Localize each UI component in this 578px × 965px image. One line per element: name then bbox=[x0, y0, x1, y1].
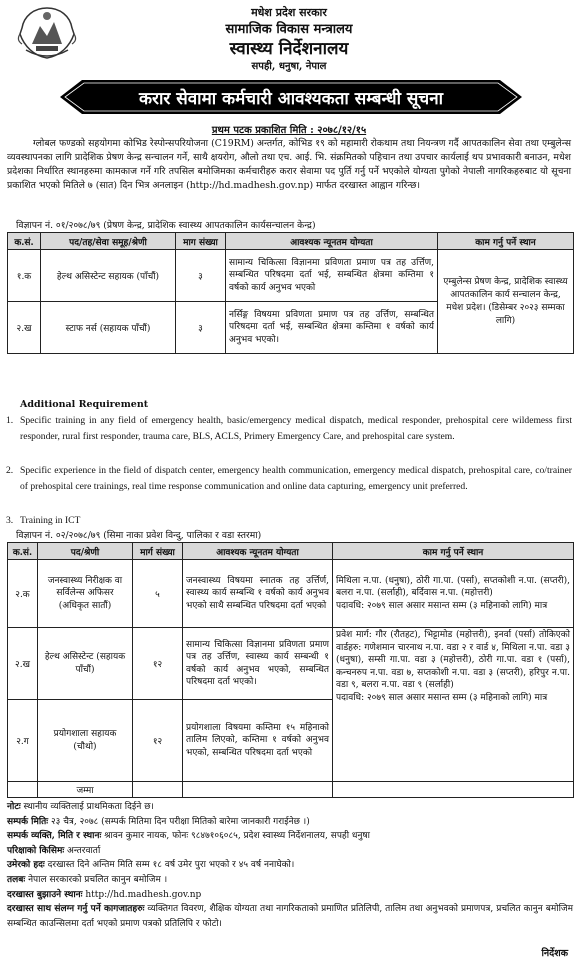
location-period: पदावधि: २०७९ साल असार मसान्त सम्म (३ महिनाको लागि) मात्र bbox=[336, 692, 548, 703]
row-location: एम्बुलेन्स प्रेषण केन्द्र, प्रादेशिक स्वास्थ्य आपतकालिन कार्य सन्चालन केन्द्र, मधेश प्रदेश। (डिसेम्बर २०२३ सम्मका लागि) bbox=[438, 250, 574, 354]
header-ministry: सामाजिक विकास मन्त्रालय bbox=[225, 22, 353, 37]
requirement-item bbox=[6, 413, 572, 444]
requirement-text: Specific experience in the field of dispatch center, emergency health communication, emergency medical dispatch, prehospital care, co/trainer of prehospital cere trainings, real time response communication and online data capturing, emergency unit preferred. bbox=[20, 465, 572, 492]
row-qualification: सामान्य चिकित्सा विज्ञानमा प्रविणता प्रमाण पत्र तह उर्त्तिण, सम्बन्धित परिषदमा दर्ता भई, सम्बन्धित क्षेत्रमा कम्तिमा १ वर्षको कार्य अनुभव भएको bbox=[226, 250, 438, 302]
requirement-number: 3. bbox=[6, 515, 14, 526]
table-header-row bbox=[8, 543, 574, 560]
row-sn: २.ग bbox=[8, 700, 38, 782]
table-row bbox=[8, 628, 574, 700]
row-post: प्रयोगशाला सहायक (चौथो) bbox=[38, 700, 133, 782]
col-header-qualification: आवश्यक न्यूनतम योग्यता bbox=[183, 543, 333, 560]
header-directorate: स्वास्थ्य निर्देशनालय bbox=[229, 39, 349, 59]
additional-requirement-title: Additional Requirement bbox=[20, 399, 149, 410]
requirement-item bbox=[6, 463, 572, 494]
row-count: ३ bbox=[176, 250, 226, 302]
location-text: प्रवेश मार्ग: गौर (रौतहट), भिट्टामोड (महोत्तरी), इनर्वा (पर्सा) तोकिएको वार्डहरु: गणेशमान चारनाथ न.पा. वडा २ र वार्ड ४, मिथिला न.पा. वडा ३ (धनुषा), सम्सी गा.पा. वडा ३ (महोत्तरी), ठोरी गा.पा. वडा १ (पर्सा), कन्चनरुप न.पा. वडा ७, सप्तकोशी न.पा. वडा ३ (सप्तरी), हरिपुर न.पा. वडा ९, बलरा न.पा. वडा ९ (सर्लाही) bbox=[336, 630, 570, 690]
col-header-location: काम गर्नु पर्ने स्थान bbox=[333, 543, 574, 560]
col-header-count: मार्ग संख्या bbox=[133, 543, 183, 560]
note-line: परिक्षाको किसिमः अन्तरवार्ता bbox=[7, 845, 101, 856]
row-post: हेल्थ असिस्टेन्ट (सहायक पाँचौं) bbox=[38, 628, 133, 700]
title-banner bbox=[60, 80, 522, 114]
row-sn: २.ख bbox=[8, 302, 41, 354]
ad-number-1: विज्ञापन नं. ०१/२०७८/७९ (प्रेषण केन्द्र, प्रादेशिक स्वास्थ्य आपतकालिन कार्यसन्चालन केन्द्र) bbox=[16, 220, 316, 231]
vacancy-table-1 bbox=[7, 232, 574, 354]
row-qualification: नर्सिङ्ग विषयमा प्रविणता प्रमाण पत्र तह उर्त्तिण, सम्बन्धित परिषदमा दर्ता भई, सम्बन्धित क्षेत्रमा कम्तिमा १ वर्षको कार्य अनुभव भएको। bbox=[226, 302, 438, 354]
total-label: जम्मा bbox=[38, 782, 133, 798]
requirement-item bbox=[6, 513, 572, 529]
row-location bbox=[333, 628, 574, 782]
location-period: पदावधि: २०७९ साल असार मसान्त सम्म (३ महिनाको लागि) मात्र bbox=[336, 600, 548, 611]
row-post: स्टाफ नर्स (सहायक पाँचौं) bbox=[41, 302, 176, 354]
ad-number-2: विज्ञापन नं. ०२/२०७८/७९ (सिमा नाका प्रवेश विन्दु, पालिका र वडा स्तरमा) bbox=[16, 530, 262, 541]
col-header-post: पद/तह/सेवा समूह/श्रेणी bbox=[41, 233, 176, 250]
table-row bbox=[8, 250, 574, 302]
row-qualification: प्रयोगशाला विषयमा कम्तिमा १५ महिनाको तालिम लिएको, कम्तिमा १ वर्षको अनुभव भएको, सम्बन्धित परिषदमा दर्ता भएको bbox=[183, 700, 333, 782]
note-line: नोटः स्थानीय व्यक्तिलाई प्राथमिकता दिईने छ। bbox=[7, 802, 154, 812]
row-count: ३ bbox=[176, 302, 226, 354]
col-header-count: माग संख्या bbox=[176, 233, 226, 250]
notes-section bbox=[7, 800, 573, 931]
signature: निर्देशक bbox=[541, 948, 568, 959]
requirement-text: Specific training in any field of emergency health, basic/emergency medical dispatch, medical responder, prehospital cere wildemess first responder, rural first responder, trauma care, BLS, ACLS, Primery Emergency Care, and prehospital care system. bbox=[20, 415, 572, 442]
note-line: उमेरको हदः दरखास्त दिने अन्तिम मिति सम्म १८ वर्ष उमेर पुरा भएको र ४५ वर्ष ननाघेको। bbox=[7, 860, 295, 871]
published-date: प्रथम पटक प्रकाशित मिति : २०७८/१२/१५ bbox=[211, 125, 367, 136]
requirement-number: 2. bbox=[6, 465, 14, 476]
row-sn: १.क bbox=[8, 250, 41, 302]
col-header-sn: क.सं. bbox=[8, 543, 38, 560]
note-line: सम्पर्क व्यक्ति, मिति र स्थानः श्रावन कुमार नायक, फोनः ९८४७१०६०८५, प्रदेश स्वास्थ्य निर्देशनालय, सपही धनुषा bbox=[7, 831, 370, 842]
note-line: सम्पर्क मितिः २३ चैत्र, २०७८ (सम्पर्क मितिमा दिन परीक्षा मितिको बारेमा जानकारी गराईनेछ ।) bbox=[7, 816, 310, 827]
row-count: १२ bbox=[133, 628, 183, 700]
note-line: दरखास्त साथ संलग्न गर्नु पर्ने कागजातहरुः व्यक्तिगत विवरण, शैक्षिक योग्यता तथा नागरिकताको प्रमाणित प्रतिलिपी, तालिम तथा अनुभवको प्रमाणपत्र, प्रचलित कानुन बमोजिम सम्बन्धित काउन्सिलमा दर्ता भएको प्रमाण पत्रको प्रतिलिपि र फोटो। bbox=[7, 904, 573, 929]
intro-paragraph: ग्लोबल फण्डको सहयोगमा कोभिड रेस्पोन्सपरियोजना (C19RM) अन्तर्गत, कोभिड १९ को महामारी रोकथाम तथा नियन्त्रण गर्दै आपतकालिन सेवा तथा एम्बुलेन्स व्यवस्थापनका लागि प्रादेशिक प्रेषण केन्द्र सन्चालन गर्ने, साथै क्षयरोग, औलो तथा एच. आई. भि. संक्रमितको पहिचान तथा उपचार कार्यलाई थप प्रभावकारी बनाउन, मधेश प्रदेशका निर्धारित स्थानहरुमा कामकाज गर्ने गरि तपसिल बमोजिमका कर्मचारीहरु करार सेवामा पद पुर्ति गर्नु पर्ने भएकोले योग्यता पुगेको नेपाली नागरिकहरुबाट यो सूचना प्रकाशित भएको मितिले ७ (सात) दिन भित्र अनलाइन (http://hd.madhesh.gov.np) मार्फत दरखास्त आह्वान गरिन्छ। bbox=[7, 138, 571, 191]
requirement-text: Training in ICT bbox=[20, 515, 81, 526]
requirement-number: 1. bbox=[6, 415, 14, 426]
row-count: ५ bbox=[133, 560, 183, 628]
header-address: सपही, धनुषा, नेपाल bbox=[251, 61, 327, 72]
row-location bbox=[333, 560, 574, 628]
row-qualification: सामान्य चिकित्सा विज्ञानमा प्रविणता प्रमाण पत्र तह उर्त्तिण, स्वास्थ्य कार्य सम्बन्धी १ वर्षको कार्य अनुभव भएको, सम्बन्धित परिषदमा दर्ता भएको। bbox=[183, 628, 333, 700]
col-header-sn: क.सं. bbox=[8, 233, 41, 250]
row-post: हेल्थ असिस्टेन्ट सहायक (पाँचौं) bbox=[41, 250, 176, 302]
banner-title: करार सेवामा कर्मचारी आवश्यकता सम्बन्धी सूचना bbox=[138, 89, 444, 109]
table-row bbox=[8, 560, 574, 628]
vacancy-table-2 bbox=[7, 542, 574, 798]
col-header-location: काम गर्नु पर्ने स्थान bbox=[438, 233, 574, 250]
row-sn: २.ख bbox=[8, 628, 38, 700]
application-url[interactable]: http://hd.madhesh.gov.np bbox=[82, 889, 202, 900]
table-header-row bbox=[8, 233, 574, 250]
header-line-1: मधेश प्रदेश सरकार bbox=[251, 6, 327, 19]
row-post: जनस्वास्थ्य निरीक्षक वा सर्विलेन्स अफिसर (अधिकृत सातौं) bbox=[38, 560, 133, 628]
col-header-qualification: आवश्यक न्यूनतम योग्यता bbox=[226, 233, 438, 250]
location-text: मिथिला न.पा. (धनुषा), ठोरी गा.पा. (पर्सा), सप्तकोशी न.पा. (सप्तरी), बलरा न.पा. (सर्लाही), बर्दिवास न.पा. (महोत्तरी) bbox=[336, 575, 570, 599]
row-sn: २.क bbox=[8, 560, 38, 628]
row-qualification: जनस्वास्थ्य विषयमा स्नातक तह उर्त्तिर्ण, स्वास्थ्य कार्य सम्बन्धि १ वर्षको कार्य अनुभव भएको साथै सम्बन्धित परिषदमा दर्ता भएको bbox=[183, 560, 333, 628]
total-row bbox=[8, 782, 574, 798]
note-line: दरखास्त बुझाउने स्थानः http://hd.madhesh.gov.np bbox=[7, 889, 202, 900]
note-line: तलबः नेपाल सरकारको प्रचलित कानुन बमोजिम । bbox=[7, 874, 168, 885]
col-header-post: पद/श्रेणी bbox=[38, 543, 133, 560]
row-count: १२ bbox=[133, 700, 183, 782]
